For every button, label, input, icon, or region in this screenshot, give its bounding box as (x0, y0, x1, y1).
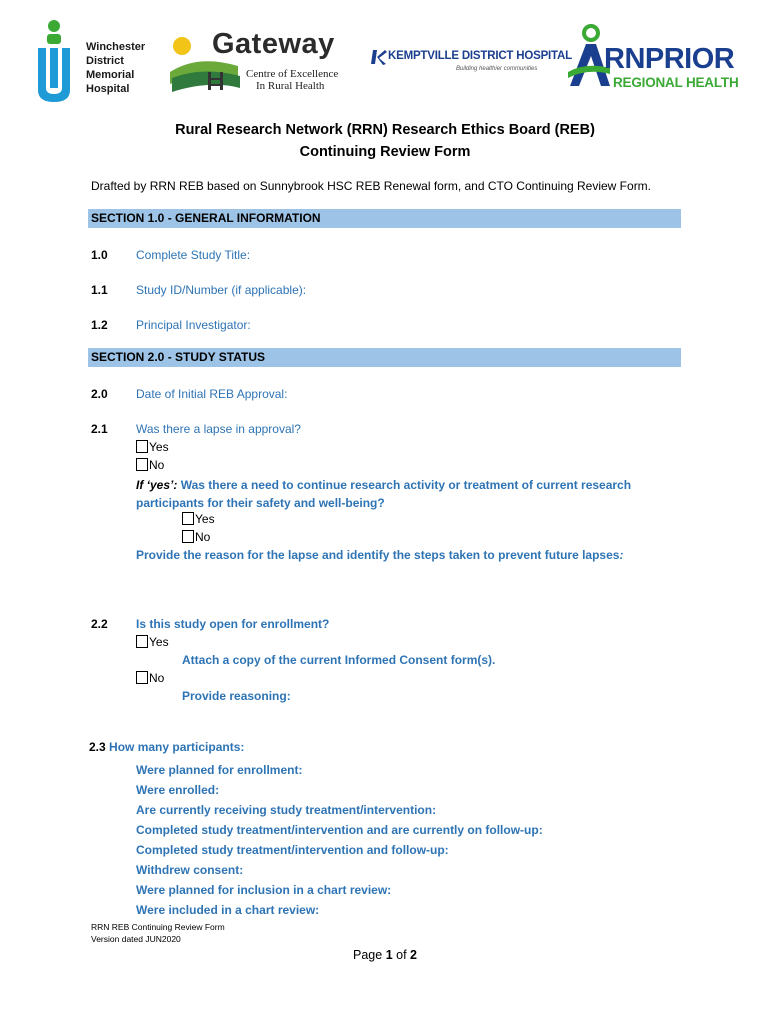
logo-kemptville (370, 47, 572, 79)
lapse-no-checkbox[interactable] (136, 458, 148, 471)
title-line-2: Continuing Review Form (299, 144, 471, 160)
participant-count-item: Were planned for enrollment: (136, 763, 303, 777)
participant-count-item: Completed study treatment/intervention and follow-up: (136, 843, 449, 857)
kemptville-k-icon (370, 48, 388, 66)
enrollment-no-note: Provide reasoning: (182, 689, 291, 703)
logo-winchester (34, 18, 154, 104)
option-label: No (149, 458, 165, 472)
footer-form-name: RRN REB Continuing Review Form (91, 922, 225, 932)
participant-count-item: Withdrew consent: (136, 863, 244, 877)
lapse-reason-colon: : (619, 548, 624, 562)
drafted-by-note: Drafted by RRN REB based on Sunnybrook HSC REB Renewal form, and CTO Continuing Review Form. (91, 179, 652, 193)
question-label: Is this study open for enrollment? (136, 617, 330, 631)
question-number: 1.0 (91, 248, 108, 262)
participant-count-item: Were enrolled: (136, 783, 220, 797)
winchester-line: District (86, 55, 124, 67)
enrollment-yes-checkbox[interactable] (136, 635, 148, 648)
question-number: 2.1 (91, 422, 108, 436)
section-2-header (88, 348, 681, 367)
gateway-line2: In Rural Health (256, 80, 325, 92)
page-current: 1 (385, 948, 393, 962)
page-number (0, 948, 770, 962)
participant-count-item: Were included in a chart review: (136, 903, 320, 917)
winchester-emblem-icon (34, 18, 74, 104)
lapse-yes-option[interactable] (136, 440, 169, 454)
question-label: How many participants: (109, 740, 245, 754)
winchester-line: Winchester (86, 41, 146, 53)
arnprior-name: RNPRIOR (604, 43, 735, 75)
participant-count-item: Were planned for inclusion in a chart review: (136, 883, 392, 897)
question-label: Complete Study Title: (136, 248, 251, 262)
if-yes-text-1: Was there a need to continue research activity or treatment of current research (177, 478, 632, 492)
question-label: Date of Initial REB Approval: (136, 387, 288, 401)
enrollment-no-option[interactable] (136, 671, 164, 685)
option-label: No (195, 530, 211, 544)
if-yes-prefix: If ‘yes’: (136, 478, 178, 492)
question-number: 2.3 (89, 740, 106, 754)
continue-yes-checkbox[interactable] (182, 512, 194, 525)
option-label: No (149, 671, 165, 685)
question-number: 2.2 (91, 617, 108, 631)
footer (91, 921, 225, 945)
lapse-no-option[interactable] (136, 458, 164, 472)
enrollment-yes-note: Attach a copy of the current Informed Consent form(s). (182, 653, 496, 667)
participant-count-item: Are currently receiving study treatment/intervention: (136, 803, 437, 817)
participant-count-item: Completed study treatment/intervention and are currently on follow-up: (136, 823, 543, 837)
option-label: Yes (195, 512, 215, 526)
lapse-reason-text: Provide the reason for the lapse and identify the steps taken to prevent future lapses (136, 548, 620, 562)
gateway-name: Gateway (212, 28, 335, 60)
section-1-header (88, 209, 681, 228)
section-1-title: SECTION 1.0 - GENERAL INFORMATION (91, 211, 321, 225)
option-label: Yes (149, 635, 169, 649)
continue-no-checkbox[interactable] (182, 530, 194, 543)
lapse-reason-prompt (136, 548, 623, 562)
enrollment-yes-option[interactable] (136, 635, 169, 649)
footer-version: Version dated JUN2020 (91, 934, 181, 944)
continue-no-option[interactable] (182, 530, 210, 544)
winchester-line: Memorial (86, 69, 135, 81)
logo-gateway (168, 28, 353, 94)
participant-count-list (136, 760, 543, 920)
question-2-3-header (89, 740, 244, 754)
logo-arnprior (566, 24, 742, 94)
page-total: 2 (410, 948, 417, 962)
question-label: Study ID/Number (if applicable): (136, 283, 307, 297)
option-label: Yes (149, 440, 169, 454)
page-prefix: Page (353, 948, 386, 962)
continue-yes-option[interactable] (182, 512, 215, 526)
kemptville-name: KEMPTVILLE DISTRICT HOSPITAL (388, 50, 572, 62)
title-line-1: Rural Research Network (RRN) Research Ethics Board (REB) (175, 122, 595, 138)
page-of: of (392, 948, 411, 962)
winchester-line: Hospital (86, 83, 130, 95)
lapse-yes-checkbox[interactable] (136, 440, 148, 453)
if-yes-text-2: participants for their safety and well-being? (136, 496, 385, 510)
question-label: Was there a lapse in approval? (136, 422, 301, 436)
section-2-title: SECTION 2.0 - STUDY STATUS (91, 350, 266, 364)
question-number: 1.1 (91, 283, 108, 297)
enrollment-no-checkbox[interactable] (136, 671, 148, 684)
question-number: 2.0 (91, 387, 108, 401)
gateway-line1: Centre of Excellence (246, 68, 339, 80)
question-label: Principal Investigator: (136, 318, 251, 332)
arnprior-sub: REGIONAL HEALTH (613, 75, 739, 90)
question-number: 1.2 (91, 318, 108, 332)
if-yes-question (136, 476, 681, 512)
page-title (0, 119, 770, 163)
kemptville-tagline: Building healthier communities (456, 66, 538, 72)
